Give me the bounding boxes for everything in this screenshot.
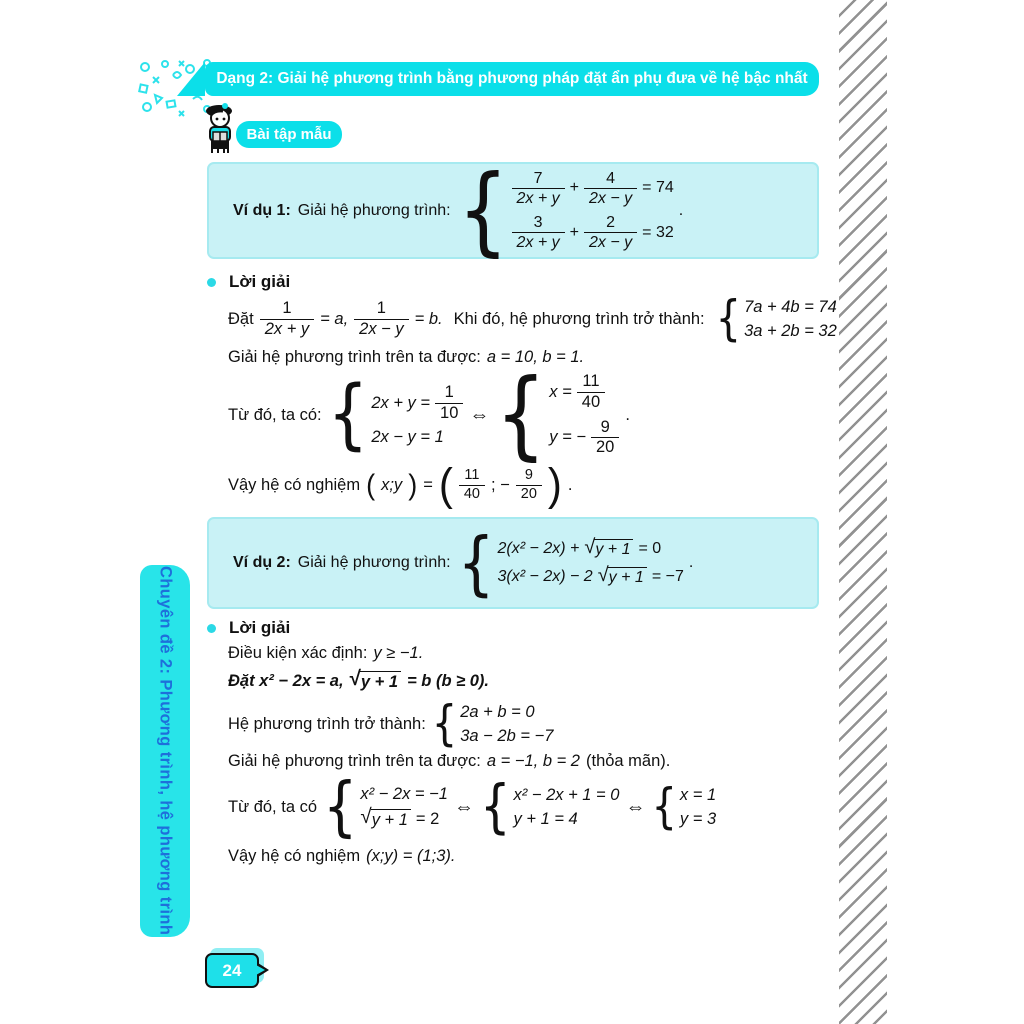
left-brace: { bbox=[457, 154, 509, 266]
solution1-substitution bbox=[228, 291, 837, 347]
example2-system bbox=[457, 522, 694, 604]
left-brace: { bbox=[457, 522, 495, 604]
chapter-tab bbox=[140, 565, 190, 937]
rhs: = 74 bbox=[642, 179, 674, 197]
math: 3(x² − 2x) − 2 bbox=[497, 568, 593, 585]
text: Từ đó, ta có: bbox=[228, 405, 322, 424]
left-brace: { bbox=[327, 370, 369, 460]
system bbox=[431, 696, 554, 752]
solution1-system bbox=[715, 291, 837, 347]
denominator: 2x − y bbox=[354, 319, 408, 340]
section-banner bbox=[205, 62, 819, 96]
rhs: = 2 bbox=[415, 809, 440, 828]
separator: ; − bbox=[490, 475, 510, 494]
equation: y = 3 bbox=[679, 809, 717, 828]
math: Đặt x² − 2x = a, bbox=[228, 671, 344, 690]
text: Vậy hệ có nghiệm bbox=[228, 846, 361, 865]
period: . bbox=[688, 554, 694, 571]
example1-label: Ví dụ 1: bbox=[233, 201, 291, 219]
left-brace: { bbox=[431, 696, 458, 752]
diagonal-stripe-border bbox=[839, 0, 887, 1024]
text: Giải hệ phương trình trên ta được: bbox=[228, 347, 481, 366]
numerator: 4 bbox=[606, 169, 616, 187]
paren: ) bbox=[408, 468, 418, 501]
section-title: Dạng 2: Giải hệ phương trình bằng phương pháp đặt ẩn phụ đưa về hệ bậc nhất bbox=[216, 70, 808, 87]
denominator: 20 bbox=[591, 437, 619, 458]
page-number: 24 bbox=[222, 960, 242, 980]
math: 2x + y = bbox=[371, 393, 431, 412]
denominator: 2x − y bbox=[584, 232, 637, 252]
iff-arrow: ⇔ bbox=[625, 795, 646, 818]
system bbox=[327, 370, 464, 460]
denominator: 40 bbox=[459, 485, 485, 503]
equation: x² − 2x + 1 = 0 bbox=[513, 785, 620, 804]
radical-icon: √ bbox=[349, 666, 361, 690]
numerator: 11 bbox=[582, 371, 600, 390]
left-brace: { bbox=[479, 773, 511, 841]
iff-arrow: ⇔ bbox=[453, 795, 474, 818]
numerator: 7 bbox=[533, 169, 543, 187]
numerator: 1 bbox=[376, 298, 386, 317]
math: (x;y) = (1;3). bbox=[366, 846, 456, 865]
numerator: 9 bbox=[600, 417, 610, 436]
rhs: = 32 bbox=[642, 223, 674, 241]
system bbox=[323, 768, 448, 845]
denominator: 20 bbox=[516, 485, 542, 503]
system bbox=[495, 358, 619, 471]
math: y = − bbox=[549, 428, 586, 447]
example1-box bbox=[207, 154, 819, 266]
text: Từ đó, ta có bbox=[228, 797, 318, 816]
equation: 2a + b = 0 bbox=[460, 702, 535, 721]
math: a = 10, b = 1. bbox=[486, 347, 585, 366]
text: Vậy hệ có nghiệm bbox=[228, 475, 361, 494]
solution2-result bbox=[228, 750, 670, 772]
solution2-system-line bbox=[228, 698, 553, 750]
solution1-conclusion bbox=[228, 460, 573, 510]
paren: ( bbox=[438, 459, 453, 510]
page-number-bubble bbox=[205, 953, 259, 988]
solution1-deduction bbox=[228, 358, 630, 471]
sqrt bbox=[584, 536, 633, 559]
solution2-conclusion bbox=[228, 844, 455, 868]
radicand: y + 1 bbox=[371, 809, 411, 830]
equation: 3a + 2b = 32 bbox=[744, 321, 837, 340]
example2-eq1 bbox=[497, 536, 684, 559]
math: x = bbox=[549, 382, 572, 401]
plus-sign: + bbox=[569, 223, 580, 241]
bullet-icon bbox=[207, 278, 216, 287]
example2-label: Ví dụ 2: bbox=[233, 554, 291, 571]
solution2-deduction bbox=[228, 768, 717, 845]
math: 2(x² − 2x) + bbox=[497, 540, 580, 557]
example1-lead: Giải hệ phương trình: bbox=[297, 201, 451, 219]
text: (thỏa mãn). bbox=[585, 751, 671, 770]
text: Đặt bbox=[228, 309, 254, 328]
example2-lead: Giải hệ phương trình: bbox=[297, 554, 451, 571]
solution2-condition bbox=[228, 642, 423, 664]
paren: ( bbox=[366, 468, 376, 501]
radical-icon: √ bbox=[597, 564, 609, 586]
equation: 2x − y = 1 bbox=[371, 428, 444, 447]
denominator: 2x + y bbox=[512, 232, 565, 252]
sample-exercises-badge bbox=[236, 121, 342, 148]
numerator: 3 bbox=[533, 214, 543, 231]
denominator: 40 bbox=[577, 392, 605, 413]
left-brace: { bbox=[715, 291, 742, 347]
text: = b. bbox=[414, 309, 443, 328]
left-brace: { bbox=[495, 358, 547, 471]
text: Giải hệ phương trình trên ta được: bbox=[228, 751, 481, 770]
period: . bbox=[625, 405, 630, 424]
numerator: 1 bbox=[282, 298, 292, 317]
radicand: y + 1 bbox=[594, 539, 633, 559]
equation: x² − 2x = −1 bbox=[360, 784, 448, 803]
text: = a, bbox=[320, 309, 349, 328]
example1-eq2 bbox=[512, 213, 674, 252]
radicand: y + 1 bbox=[608, 567, 647, 587]
denominator: 10 bbox=[435, 403, 463, 424]
text: Hệ phương trình trở thành: bbox=[228, 714, 426, 733]
period: . bbox=[567, 475, 573, 494]
system bbox=[479, 773, 620, 841]
math: x;y bbox=[381, 475, 403, 494]
equation: 7a + 4b = 74 bbox=[744, 297, 837, 316]
example2-box bbox=[207, 517, 819, 609]
equation: 3a − 2b = −7 bbox=[460, 726, 554, 745]
math: a = −1, b = 2 bbox=[486, 751, 580, 770]
numerator: 2 bbox=[606, 214, 616, 231]
solution1-heading-row bbox=[207, 272, 290, 292]
example1-system bbox=[457, 154, 684, 266]
system bbox=[651, 779, 717, 835]
bubble-tail-icon bbox=[256, 965, 265, 975]
chapter-tab-label: Chuyên đề 2: Phương trình, hệ phương trình bbox=[156, 566, 175, 936]
denominator: 2x + y bbox=[512, 188, 565, 208]
equation: y + 1 = 4 bbox=[513, 809, 578, 828]
iff-arrow: ⇔ bbox=[469, 403, 490, 426]
plus-sign: + bbox=[569, 179, 580, 197]
solution2-heading-row bbox=[207, 618, 290, 638]
denominator: 2x − y bbox=[584, 188, 637, 208]
period: . bbox=[678, 201, 684, 219]
denominator: 2x + y bbox=[260, 319, 314, 340]
radicand: y + 1 bbox=[360, 671, 401, 692]
rhs: = −7 bbox=[651, 568, 684, 585]
sqrt bbox=[349, 666, 401, 692]
solution-heading: Lời giải bbox=[229, 618, 291, 637]
sqrt bbox=[597, 564, 647, 587]
sqrt bbox=[360, 804, 411, 830]
example1-eq1 bbox=[512, 169, 674, 208]
numerator: 1 bbox=[444, 382, 454, 401]
numerator: 11 bbox=[464, 467, 480, 484]
text: Điều kiện xác định: bbox=[228, 643, 368, 662]
numerator: 9 bbox=[524, 467, 533, 484]
left-brace: { bbox=[651, 779, 677, 835]
banner-notch bbox=[177, 62, 205, 96]
bullet-icon bbox=[207, 624, 216, 633]
text: Khi đó, hệ phương trình trở thành: bbox=[453, 309, 705, 328]
math: y ≥ −1. bbox=[373, 643, 424, 662]
example2-eq2 bbox=[497, 564, 684, 587]
rhs: = 0 bbox=[638, 540, 662, 557]
left-brace: { bbox=[323, 768, 358, 845]
badge-label: Bài tập mẫu bbox=[246, 126, 332, 143]
solution2-substitution bbox=[228, 664, 489, 698]
math: = b (b ≥ 0). bbox=[407, 671, 489, 690]
radical-icon: √ bbox=[584, 536, 596, 558]
equals: = bbox=[423, 475, 433, 494]
solution-heading: Lời giải bbox=[229, 272, 291, 291]
radical-icon: √ bbox=[360, 804, 372, 828]
equation: x = 1 bbox=[679, 785, 717, 804]
paren: ) bbox=[547, 459, 562, 510]
